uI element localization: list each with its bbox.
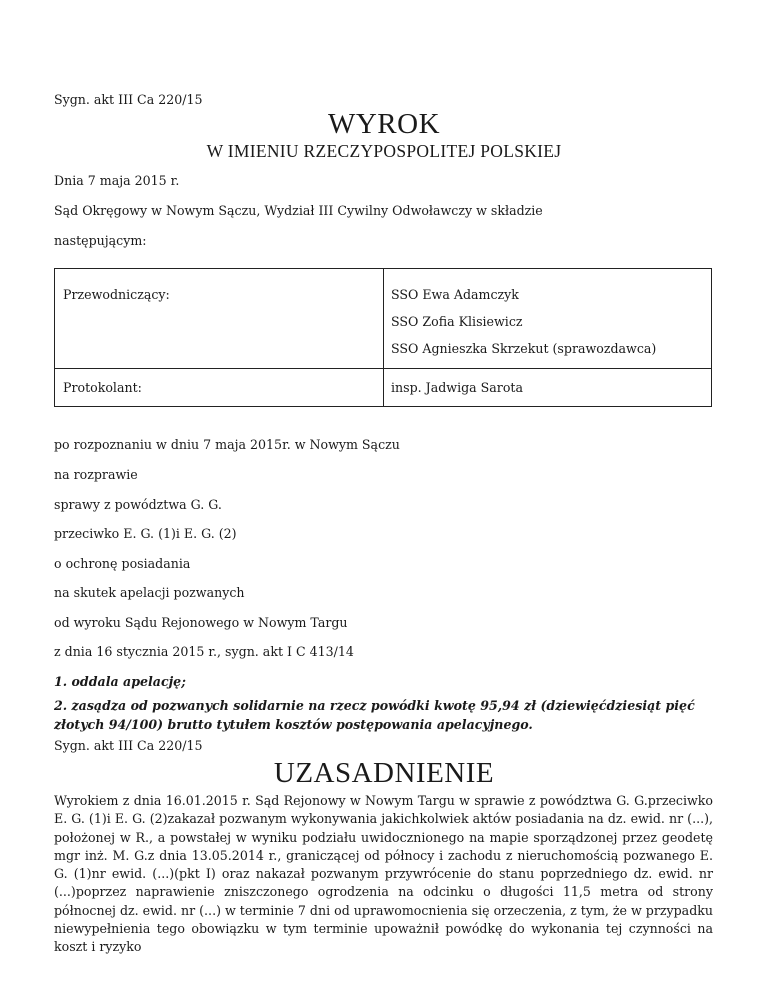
court-name: Sąd Okręgowy w Nowym Sączu, Wydział III Cywilny Odwoławczy w składzie — [54, 203, 543, 218]
judgment-title: WYROK — [327, 108, 441, 140]
clerk-label: Protokolant: — [63, 380, 142, 395]
case-line: na rozprawie — [54, 467, 138, 482]
ruling-point-2: 2. zasądza od pozwanych solidarnie na rzecz powódki kwotę 95,94 zł (dziewięćdziesiąt pięć złotych 94/100) brutto tytułem kosztów postępowania apelacyjnego. — [54, 698, 695, 732]
case-line: po rozpoznaniu w dniu 7 maja 2015r. w Nowym Sączu — [54, 437, 400, 452]
case-line: sprawy z powództwa G. G. — [54, 497, 222, 512]
judgment-subtitle: W IMIENIU RZECZYPOSPOLITEJ POLSKIEJ — [206, 141, 562, 161]
court-composition-table — [54, 268, 712, 407]
table-divider-vertical — [383, 269, 384, 406]
judgment-date: Dnia 7 maja 2015 r. — [54, 173, 180, 188]
justification-paragraph: Wyrokiem z dnia 16.01.2015 r. Sąd Rejonowy w Nowym Targu w sprawie z powództwa G. G.przeciwko E. G. (1)i E. G. (2)zakazał pozwanym wykonywania jakichkolwiek aktów posiadania na dz. ewid. nr (...), położonej w R., a powstałej w wyniku podziału uwidocznionego na mapie sporządzonej przez geodetę mgr inż. M. G.z dnia 13.05.2014 r., graniczącej od północy i zachodu z nieruchomością pozwanego E. G. (1)nr ewid. (...)(pkt I) oraz nakazał pozwanym przywrócenie do stanu poprzedniego dz. ewid. nr (...)poprzez naprawienie zniszczonego ogrodzenia na odcinku o długości 11,5 metra od strony północnej dz. ewid. nr (...) w terminie 7 dni od uprawomocnienia się orzeczenia, z tym, że w przypadku niewypełnienia tego obowiązku w tym terminie upoważnił powódkę do wykonania tej czynności na koszt i ryzyko — [54, 793, 713, 955]
judge-name: SSO Ewa Adamczyk — [391, 287, 519, 302]
case-line: z dnia 16 stycznia 2015 r., sygn. akt I C 413/14 — [54, 644, 354, 659]
ruling-point-1: 1. oddala apelację; — [54, 674, 186, 689]
table-divider-horizontal — [55, 368, 711, 369]
case-line: na skutek apelacji pozwanych — [54, 585, 245, 600]
case-signature: Sygn. akt III Ca 220/15 — [54, 92, 203, 107]
judge-name: SSO Agnieszka Skrzekut (sprawozdawca) — [391, 341, 657, 356]
justification-signature: Sygn. akt III Ca 220/15 — [54, 738, 203, 753]
case-line: od wyroku Sądu Rejonowego w Nowym Targu — [54, 615, 348, 630]
clerk-name: insp. Jadwiga Sarota — [391, 380, 523, 395]
justification-title: UZASADNIENIE — [273, 757, 495, 789]
case-line: o ochronę posiadania — [54, 556, 191, 571]
case-line: przeciwko E. G. (1)i E. G. (2) — [54, 526, 237, 541]
chair-label: Przewodniczący: — [63, 287, 170, 302]
judge-name: SSO Zofia Klisiewicz — [391, 314, 523, 329]
composition-intro: następującym: — [54, 233, 147, 248]
